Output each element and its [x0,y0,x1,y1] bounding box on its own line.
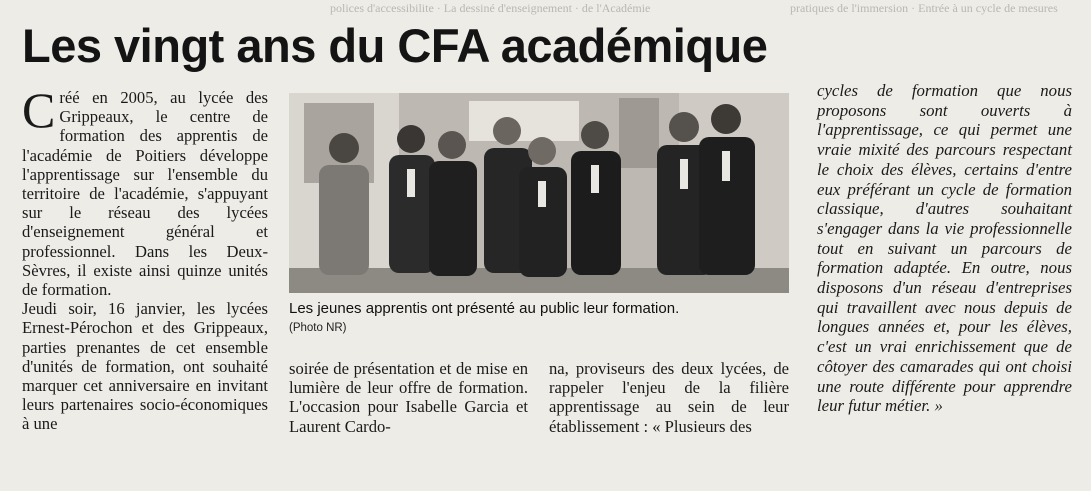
column-1-paragraph-2: Jeudi soir, 16 janvier, les lycées Ernest-Pérochon et des Grippeaux, parties prenantes de cet ensemble d'unités de formation, ont souhaité marquer cet anniversaire en invitant leurs partenaires socio-économiques à une [22,299,268,434]
group-photo [289,93,789,293]
drop-cap: C [22,82,56,138]
paragraph-1-text: réé en 2005, au lycée des Grippeaux, le centre de formation des apprentis de l'académie de Poitiers développe l'apprentissage sur l'ensemble du territoire de l'académie, s'appuyant sur le réseau des lycées d'enseignement général et professionnel. Dans les Deux-Sèvres, il existe ainsi quinze unités de formation. [22,88,268,300]
bleed-left: polices d'accessibilite · La dessiné d'enseignement · de l'Académie [330,1,651,15]
column-4-text: cycles de formation que nous proposons sont ouverts à l'apprentissage, ce qui permet une vraie mixité des parcours respectant le choix des élèves, certains d'entre eux préférant un cycle de formation classique, d'autres souhaitant s'engager dans la vie professionnelle tout en suivant un parcours de formation adaptée. En outre, nous disposons d'un réseau d'entreprises qui travaillent avec nous depuis de longues années et, pour les élèves, c'est un vrai enrichissement que de côtoyer des camarades qui ont choisi une route différente pour apprendre leur futur métier. » [817,81,1072,416]
column-3 [549,359,789,436]
column-2-text: soirée de présentation et de mise en lumière de leur offre de formation. L'occasion pour Isabelle Garcia et Laurent Cardo- [289,359,528,436]
photo-illustration [289,93,789,293]
column-2 [289,359,528,436]
photo-credit: (Photo NR) [289,322,347,334]
headline: Les vingt ans du CFA académique [22,19,768,72]
column-4-quote [817,81,1072,416]
column-1 [22,82,268,434]
column-1-paragraph-1 [22,82,268,300]
bleed-right: pratiques de l'immersion · Entrée à un cycle de mesures [790,1,1058,15]
photo-caption: Les jeunes apprentis ont présenté au public leur formation. [289,300,680,317]
column-3-text: na, proviseurs des deux lycées, de rappeler l'enjeu de la filière apprentissage au sein de leur établissement : « Plusieurs des [549,359,789,436]
